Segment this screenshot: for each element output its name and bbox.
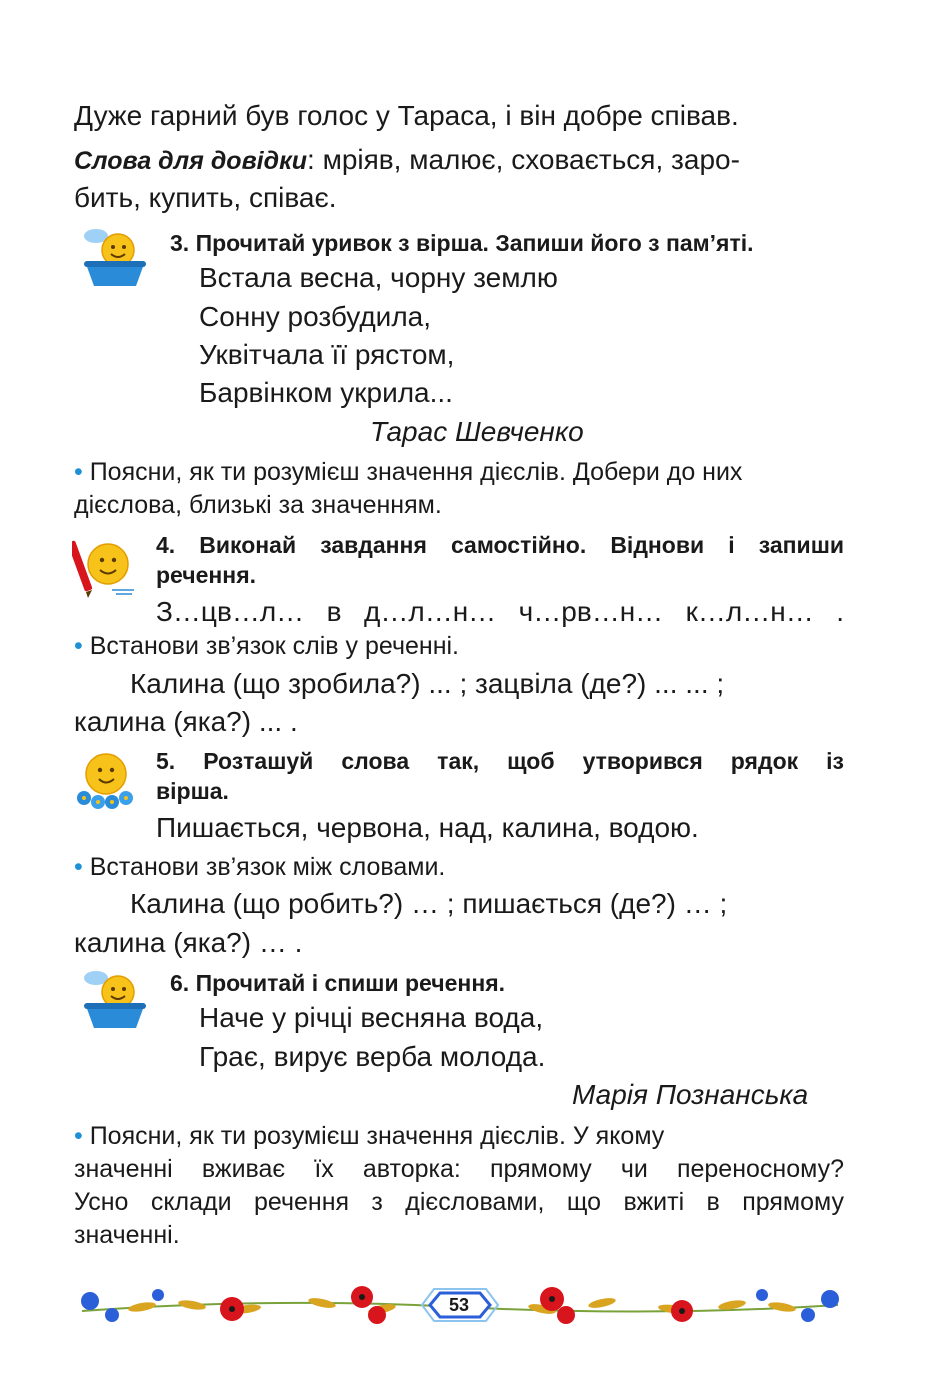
task4-title: 4. Виконай завдання самостійно. Віднови і запиши	[156, 532, 844, 558]
task6-note-cont: Усно склади речення з дієсловами, що вжиті в прямому	[74, 1188, 844, 1216]
bullet-marker: •	[74, 1122, 83, 1150]
sun-washing-icon	[74, 968, 148, 1030]
bullet-marker: •	[74, 853, 83, 881]
intro-sentence: Дуже гарний був голос у Тараса, і він добре співав.	[74, 100, 739, 131]
task6-note-cont: значенні.	[74, 1221, 180, 1249]
sun-pencil-icon	[72, 530, 138, 600]
task3-poem-line: Сонну розбудила,	[199, 301, 432, 332]
task6-title: 6. Прочитай і спиши речення.	[170, 970, 506, 996]
task6-author: Марія Познанська	[572, 1079, 809, 1110]
task3-poem-line: Встала весна, чорну землю	[199, 262, 558, 293]
task4-scheme: Калина (що зробила?) ... ; зацвіла (де?) ... ... ;	[130, 668, 725, 699]
sun-flowers-icon	[72, 748, 138, 810]
task6-poem-line: Наче у річці весняна вода,	[199, 1002, 544, 1033]
task3-title: 3. Прочитай уривок з вірша. Запиши його з пам’яті.	[170, 230, 754, 256]
hint-label: Слова для довідки	[74, 147, 308, 175]
task3-poem-line: Барвінком укрила...	[199, 377, 453, 408]
task3-poem-line: Уквітчала її рястом,	[199, 339, 455, 370]
bullet-marker: •	[74, 458, 83, 486]
task3-note: • Поясни, як ти розумієш значення дієслів. Добери до них	[74, 458, 743, 486]
task6-poem-line: Грає, вирує верба молода.	[199, 1041, 546, 1072]
sun-washing-icon	[74, 226, 148, 288]
task4-note: • Встанови зв’язок слів у реченні.	[74, 632, 459, 660]
task4-sentence: З…цв…л… в д…л…н… ч…рв…н… к…л…н… .	[156, 596, 844, 627]
hint-words-cont: бить, купить, співає.	[74, 182, 337, 213]
hint-line	[74, 142, 740, 179]
task6-note: • Поясни, як ти розумієш значення дієслів. У якому	[74, 1122, 665, 1150]
task6-note-cont: значенні вживає їх авторка: прямому чи переносному?	[74, 1155, 844, 1183]
hint-words: : мріяв, малює, сховається, заро-	[307, 144, 740, 175]
task5-scheme-cont: калина (яка?) … .	[74, 927, 303, 958]
task5-words: Пишається, червона, над, калина, водою.	[156, 812, 699, 843]
task3-note-cont: дієслова, близькі за значенням.	[74, 491, 442, 519]
bullet-marker: •	[74, 632, 83, 660]
task4-title-cont: речення.	[156, 562, 257, 588]
task5-title-cont: вірша.	[156, 778, 229, 804]
task5-scheme: Калина (що робить?) … ; пишається (де?) … ;	[130, 888, 728, 919]
task4-scheme-cont: калина (яка?) ... .	[74, 706, 298, 737]
task3-author: Тарас Шевченко	[370, 416, 584, 447]
page-number: 53	[448, 1295, 470, 1315]
task5-title: 5. Розташуй слова так, щоб утворився рядок із	[156, 748, 844, 774]
task5-note: • Встанови зв’язок між словами.	[74, 853, 446, 881]
